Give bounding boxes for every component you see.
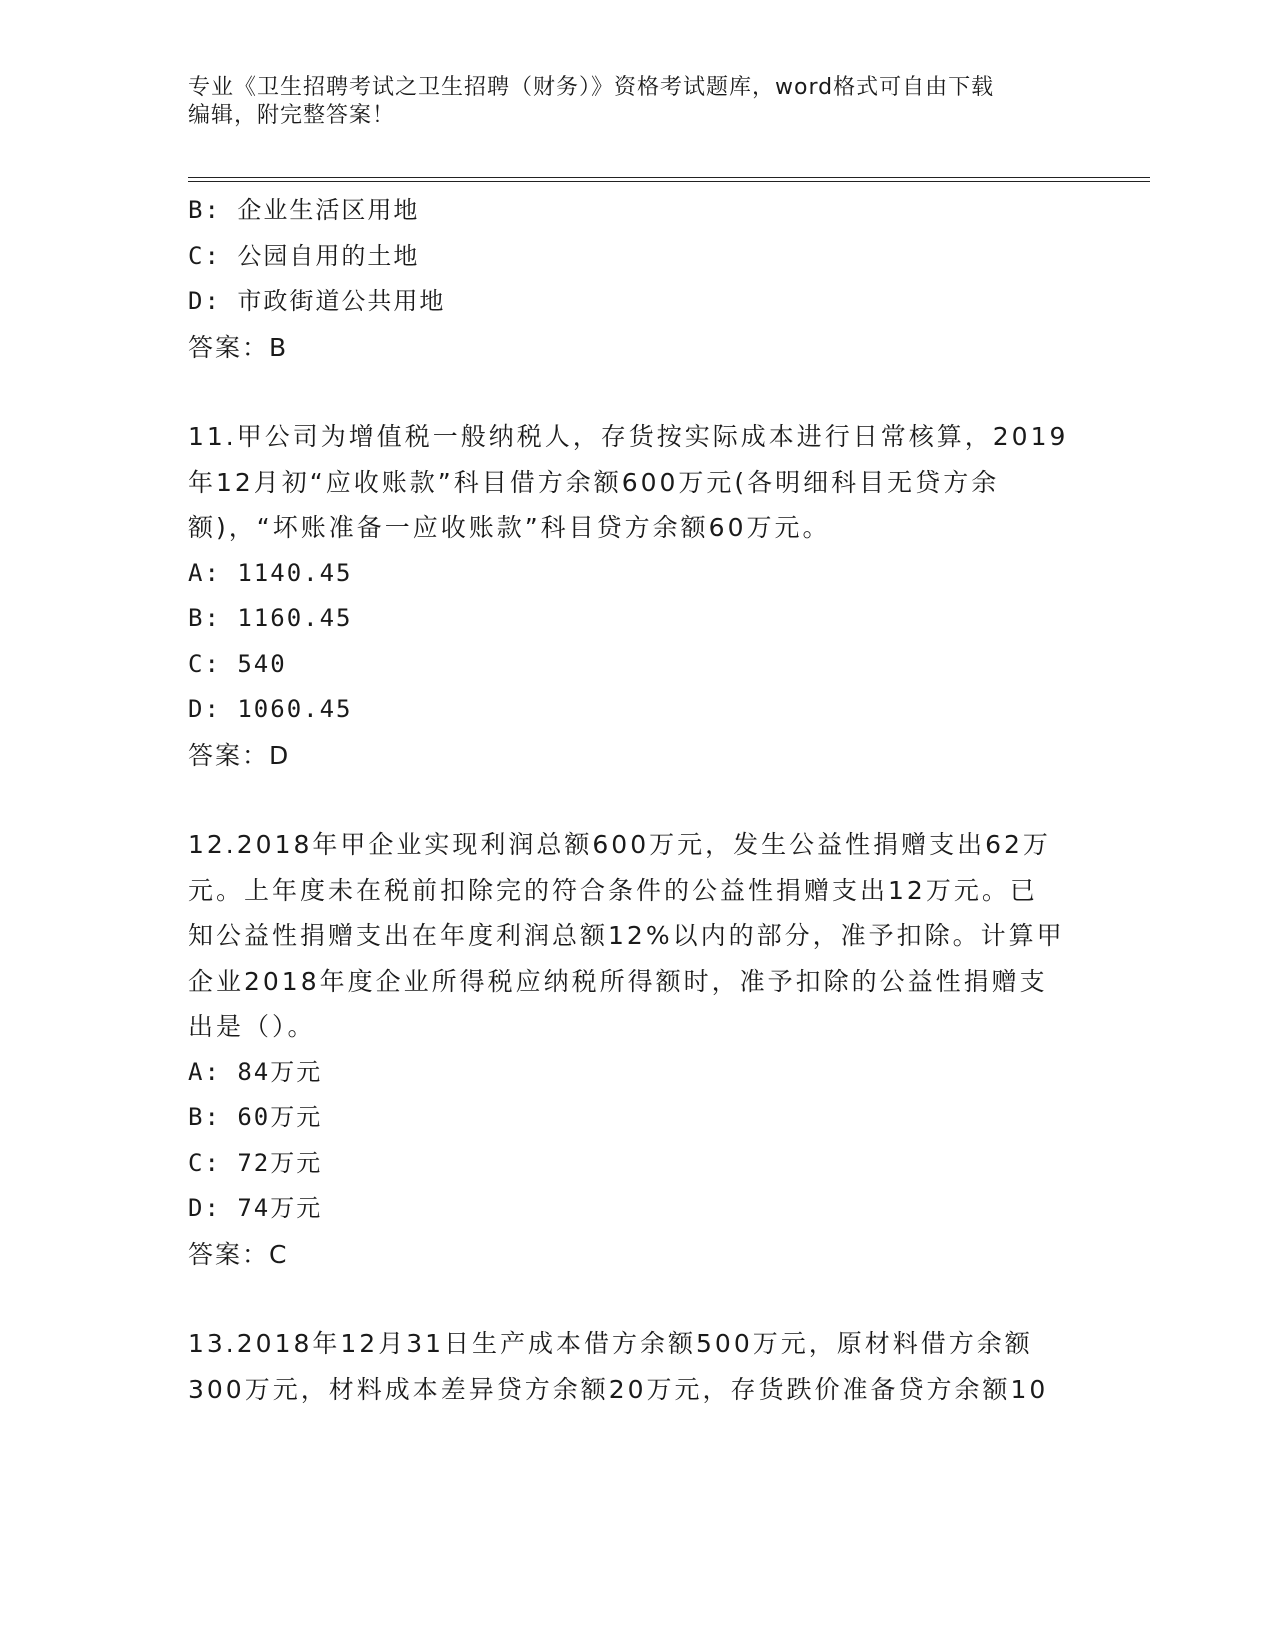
answer-line: 答案：C xyxy=(188,1239,289,1269)
header-divider-top xyxy=(188,177,1150,178)
header-title-line-1: 专业《卫生招聘考试之卫生招聘（财务）》资格考试题库，word格式可自由下载 xyxy=(188,75,995,100)
spacer xyxy=(188,370,1088,414)
question-11-options xyxy=(188,551,1088,779)
option-c: C: 540 xyxy=(188,649,287,678)
document-header xyxy=(188,74,1088,130)
question-12 xyxy=(188,822,1088,1050)
question-text-line: 300万元，材料成本差异贷方余额20万元，存货跌价准备贷方余额10 xyxy=(188,1374,1049,1404)
option-d: D: 市政街道公共用地 xyxy=(188,287,446,315)
answer-line: 答案：D xyxy=(188,740,291,770)
option-c: C: 72万元 xyxy=(188,1148,323,1177)
header-title-line-2: 编辑，附完整答案！ xyxy=(188,103,396,128)
question-text-line: 12.2018年甲企业实现利润总额600万元，发生公益性捐赠支出62万 xyxy=(188,830,1051,859)
question-text-line: 额)，“坏账准备一应收账款”科目贷方余额60万元。 xyxy=(188,513,831,542)
answer-line: 答案：B xyxy=(188,332,289,362)
question-text-line: 13.2018年12月31日生产成本借方余额500万元，原材料借方余额 xyxy=(188,1329,1033,1358)
option-b: B: 1160.45 xyxy=(188,604,353,632)
question-text-line: 元。上年度未在税前扣除完的符合条件的公益性捐赠支出12万元。已 xyxy=(188,875,1038,905)
option-a: A: 84万元 xyxy=(188,1057,323,1086)
spacer xyxy=(188,778,1088,822)
question-text-line: 11.甲公司为增值税一般纳税人，存货按实际成本进行日常核算，2019 xyxy=(188,422,1069,451)
question-13 xyxy=(188,1321,1088,1412)
question-text-line: 知公益性捐赠支出在年度利润总额12%以内的部分，准予扣除。计算甲 xyxy=(188,921,1065,950)
option-d: D: 1060.45 xyxy=(188,695,353,723)
question-12-options xyxy=(188,1050,1088,1278)
prev-question-block xyxy=(188,188,1088,370)
option-b: B: 60万元 xyxy=(188,1103,323,1131)
option-a: A: 1140.45 xyxy=(188,558,353,587)
question-text-line: 年12月初“应收账款”科目借方余额600万元(各明细科目无贷方余 xyxy=(188,467,1000,497)
question-text-line: 企业2018年度企业所得税应纳税所得额时，准予扣除的公益性捐赠支 xyxy=(188,966,1048,996)
question-content xyxy=(188,188,1088,1412)
option-c: C: 公园自用的土地 xyxy=(188,241,420,270)
question-11 xyxy=(188,414,1088,551)
spacer xyxy=(188,1277,1088,1321)
header-divider-bottom xyxy=(188,181,1150,182)
question-text-line: 出是（）。 xyxy=(188,1012,316,1041)
option-d: D: 74万元 xyxy=(188,1194,323,1222)
option-b: B: 企业生活区用地 xyxy=(188,196,420,224)
